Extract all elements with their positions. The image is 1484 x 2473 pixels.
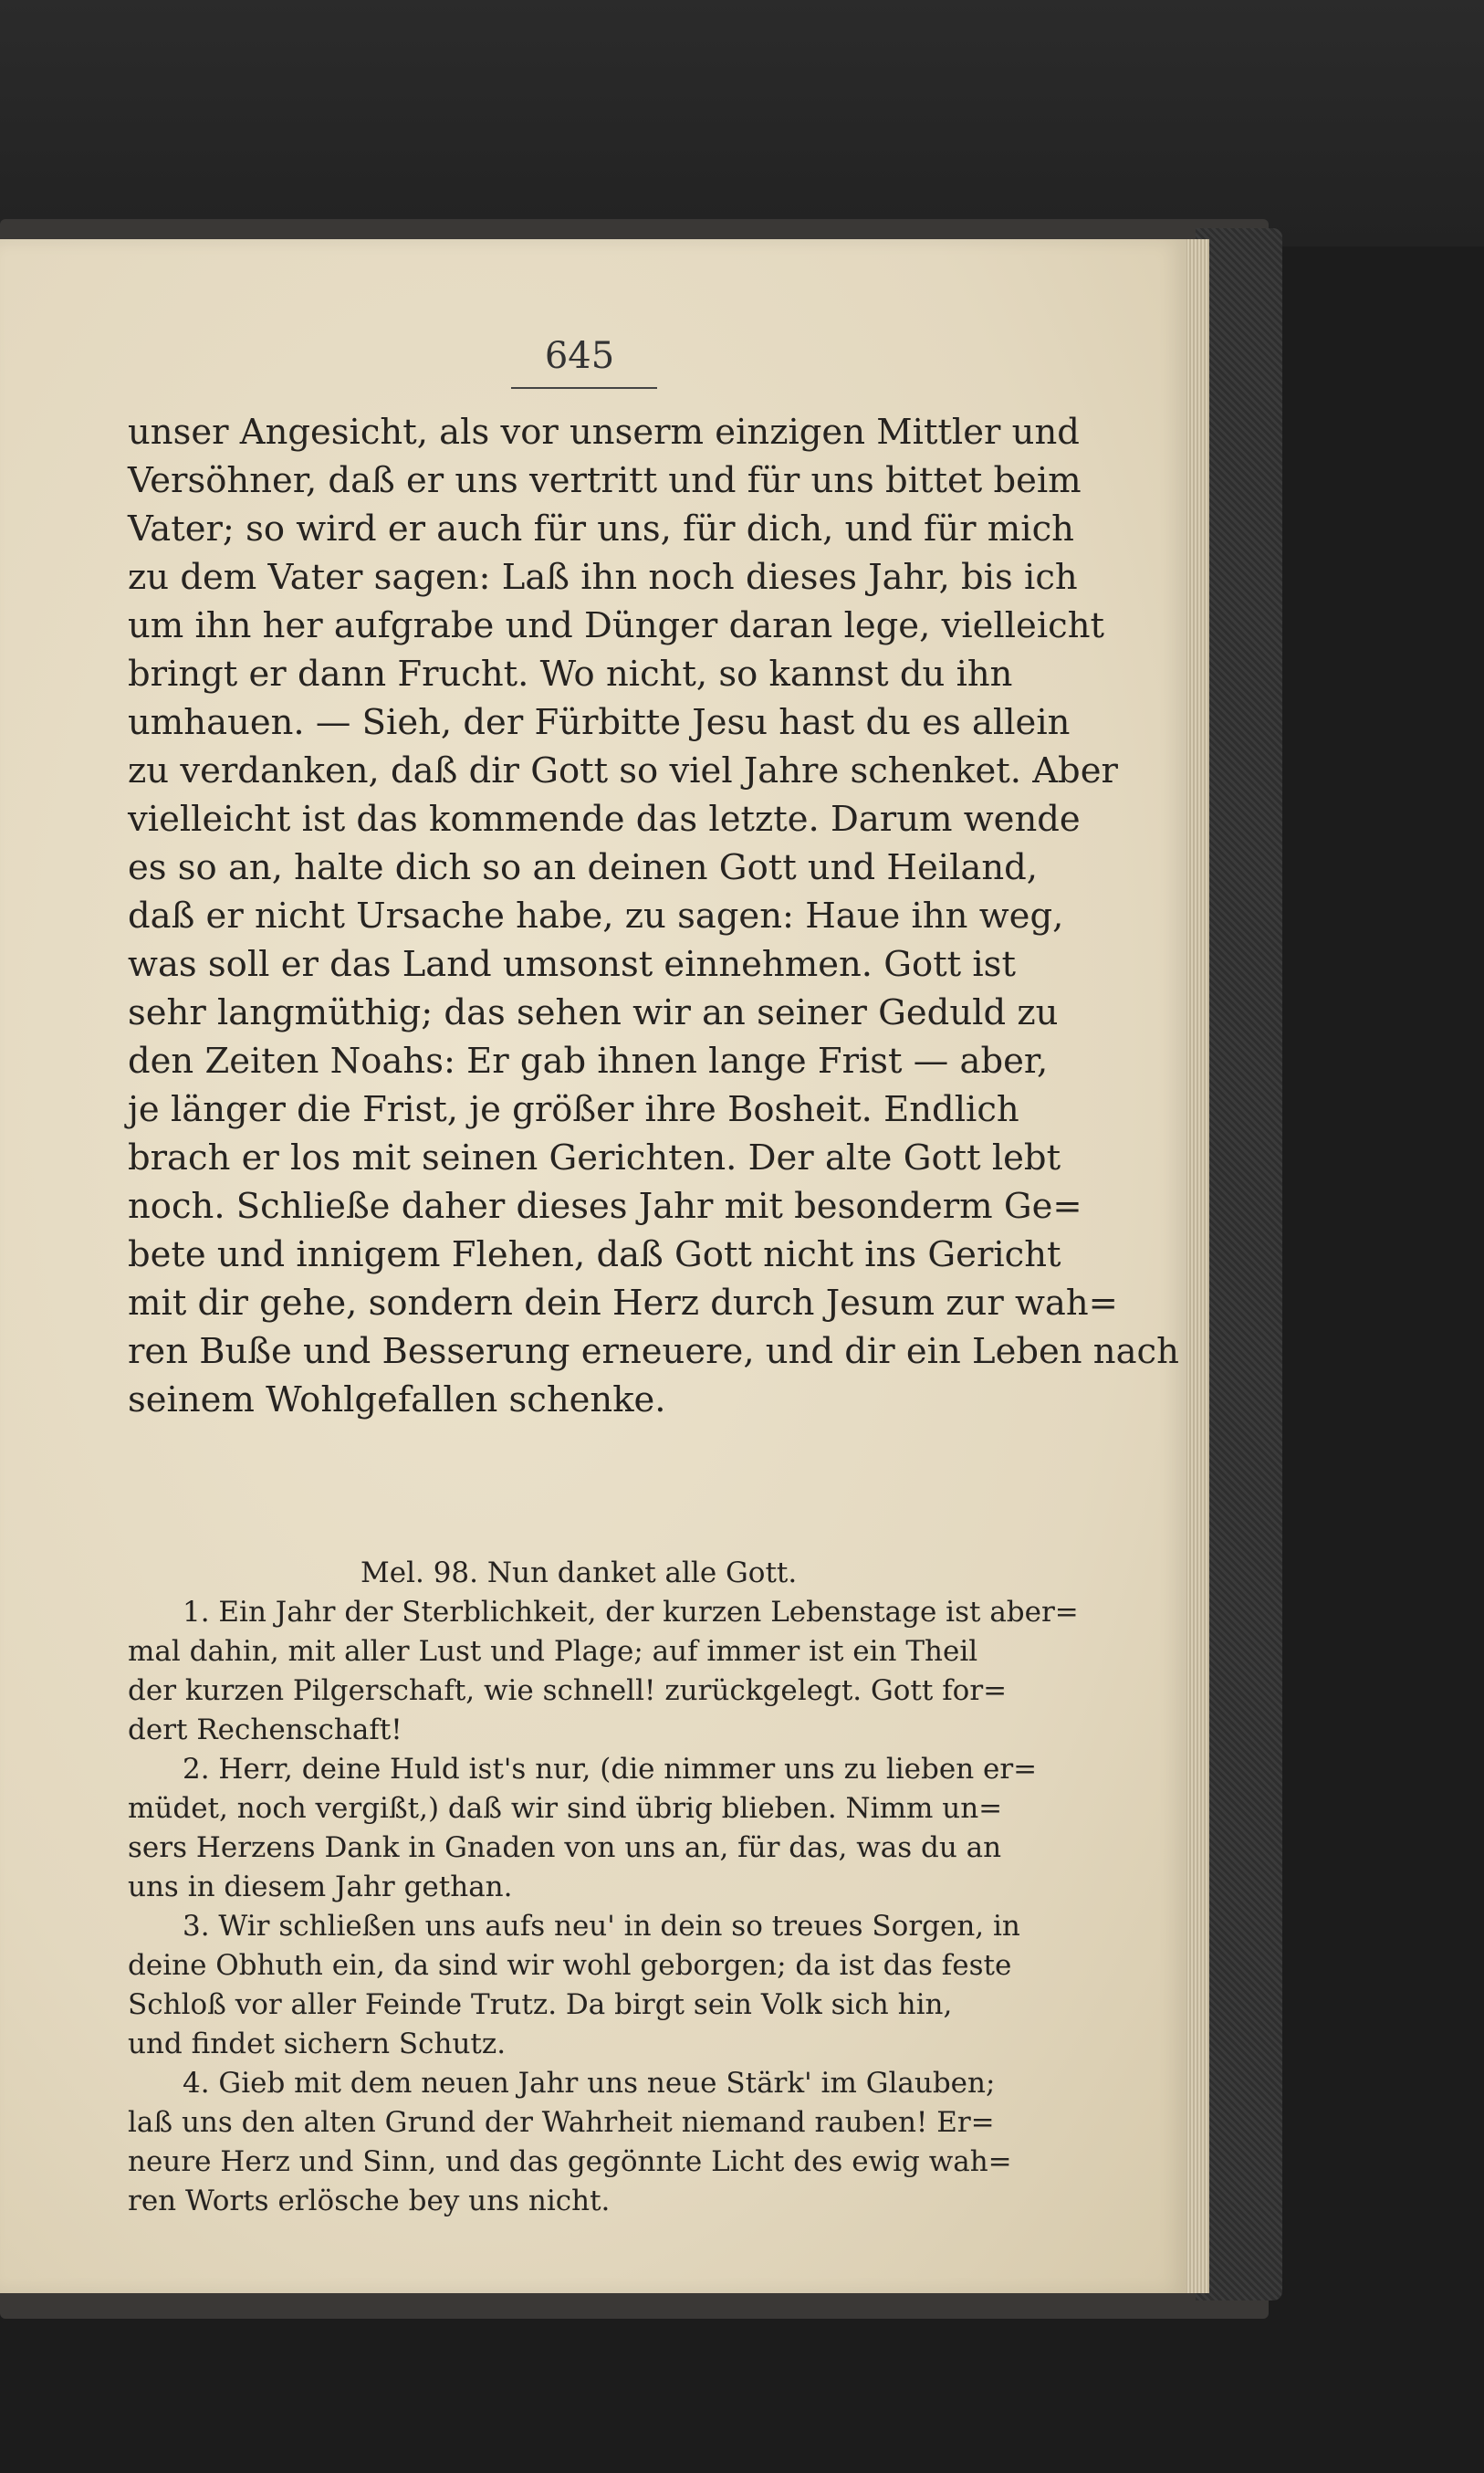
body-text <box>128 408 1179 1424</box>
body-line: umhauen. — Sieh, der Fürbitte Jesu hast du es allein <box>128 702 1071 743</box>
body-line: noch. Schließe daher dieses Jahr mit besonderm Ge= <box>128 1186 1082 1227</box>
hymn-verse-line: dert Rechenschaft! <box>128 1713 402 1746</box>
hymn-verse-line: der kurzen Pilgerschaft, wie schnell! zurückgelegt. Gott for= <box>128 1674 1008 1707</box>
body-line: um ihn her aufgrabe und Dünger daran lege, vielleicht <box>128 605 1104 646</box>
page-number-rule <box>511 387 657 389</box>
body-line: Versöhner, daß er uns vertritt und für uns bittet beim <box>128 460 1082 501</box>
background <box>0 0 1484 246</box>
body-line: vielleicht ist das kommende das letzte. Darum wende <box>128 799 1081 840</box>
body-line: Vater; so wird er auch für uns, für dich, und für mich <box>128 508 1074 550</box>
hymn-verse-line: neure Herz und Sinn, und das gegönnte Licht des ewig wah= <box>128 2145 1012 2178</box>
hymn-verse-line: sers Herzens Dank in Gnaden von uns an, für das, was du an <box>128 1831 1002 1864</box>
hymn-verse-line: uns in diesem Jahr gethan. <box>128 1870 513 1903</box>
body-line: es so an, halte dich so an deinen Gott und Heiland, <box>128 847 1039 888</box>
body-line: bete und innigem Flehen, daß Gott nicht ins Gericht <box>128 1234 1061 1275</box>
body-line: bringt er dann Frucht. Wo nicht, so kannst du ihn <box>128 654 1013 695</box>
hymn-verse-line: müdet, noch vergißt,) daß wir sind übrig blieben. Nimm un= <box>128 1792 1003 1825</box>
body-line: sehr langmüthig; das sehen wir an seiner Geduld zu <box>128 992 1059 1033</box>
hymn-verse-line: mal dahin, mit aller Lust und Plage; auf immer ist ein Theil <box>128 1635 978 1668</box>
hymn-verse-line: 2. Herr, deine Huld ist's nur, (die nimmer uns zu lieben er= <box>183 1753 1038 1786</box>
hymn-verse-line: deine Obhuth ein, da sind wir wohl geborgen; da ist das feste <box>128 1949 1012 1982</box>
hymn-verse-line: laß uns den alten Grund der Wahrheit niemand rauben! Er= <box>128 2106 995 2139</box>
body-line: was soll er das Land umsonst einnehmen. Gott ist <box>128 944 1016 985</box>
body-line: zu verdanken, daß dir Gott so viel Jahre schenket. Aber <box>128 750 1118 791</box>
body-line: mit dir gehe, sondern dein Herz durch Jesum zur wah= <box>128 1283 1118 1324</box>
hymn-verse-line: und findet sichern Schutz. <box>128 2028 507 2060</box>
hymn-verse-line: 4. Gieb mit dem neuen Jahr uns neue Stärk' im Glauben; <box>183 2067 996 2100</box>
hymn-verse-line: Schloß vor aller Feinde Trutz. Da birgt sein Volk sich hin, <box>128 1988 953 2021</box>
page-number: 645 <box>544 335 615 377</box>
book-page <box>0 239 1186 2293</box>
hymn-verse-line: 3. Wir schließen uns aufs neu' in dein so treues Sorgen, in <box>183 1910 1020 1943</box>
body-line: brach er los mit seinen Gerichten. Der alte Gott lebt <box>128 1137 1061 1179</box>
hymn-melody: Mel. 98. Nun danket alle Gott. <box>361 1556 798 1589</box>
hymn <box>128 1554 1079 2221</box>
body-line: seinem Wohlgefallen schenke. <box>128 1379 666 1420</box>
body-line: daß er nicht Ursache habe, zu sagen: Haue ihn weg, <box>128 896 1064 937</box>
hymn-verse-line: ren Worts erlösche bey uns nicht. <box>128 2185 611 2217</box>
hymn-verse-line: 1. Ein Jahr der Sterblichkeit, der kurzen Lebenstage ist aber= <box>183 1596 1079 1629</box>
body-line: zu dem Vater sagen: Laß ihn noch dieses Jahr, bis ich <box>128 557 1078 598</box>
body-line: unser Angesicht, als vor unserm einzigen Mittler und <box>128 412 1080 453</box>
body-line: je länger die Frist, je größer ihre Bosheit. Endlich <box>128 1089 1019 1130</box>
body-line: ren Buße und Besserung erneuere, und dir ein Leben nach <box>128 1331 1179 1372</box>
body-line: den Zeiten Noahs: Er gab ihnen lange Frist — aber, <box>128 1041 1049 1082</box>
